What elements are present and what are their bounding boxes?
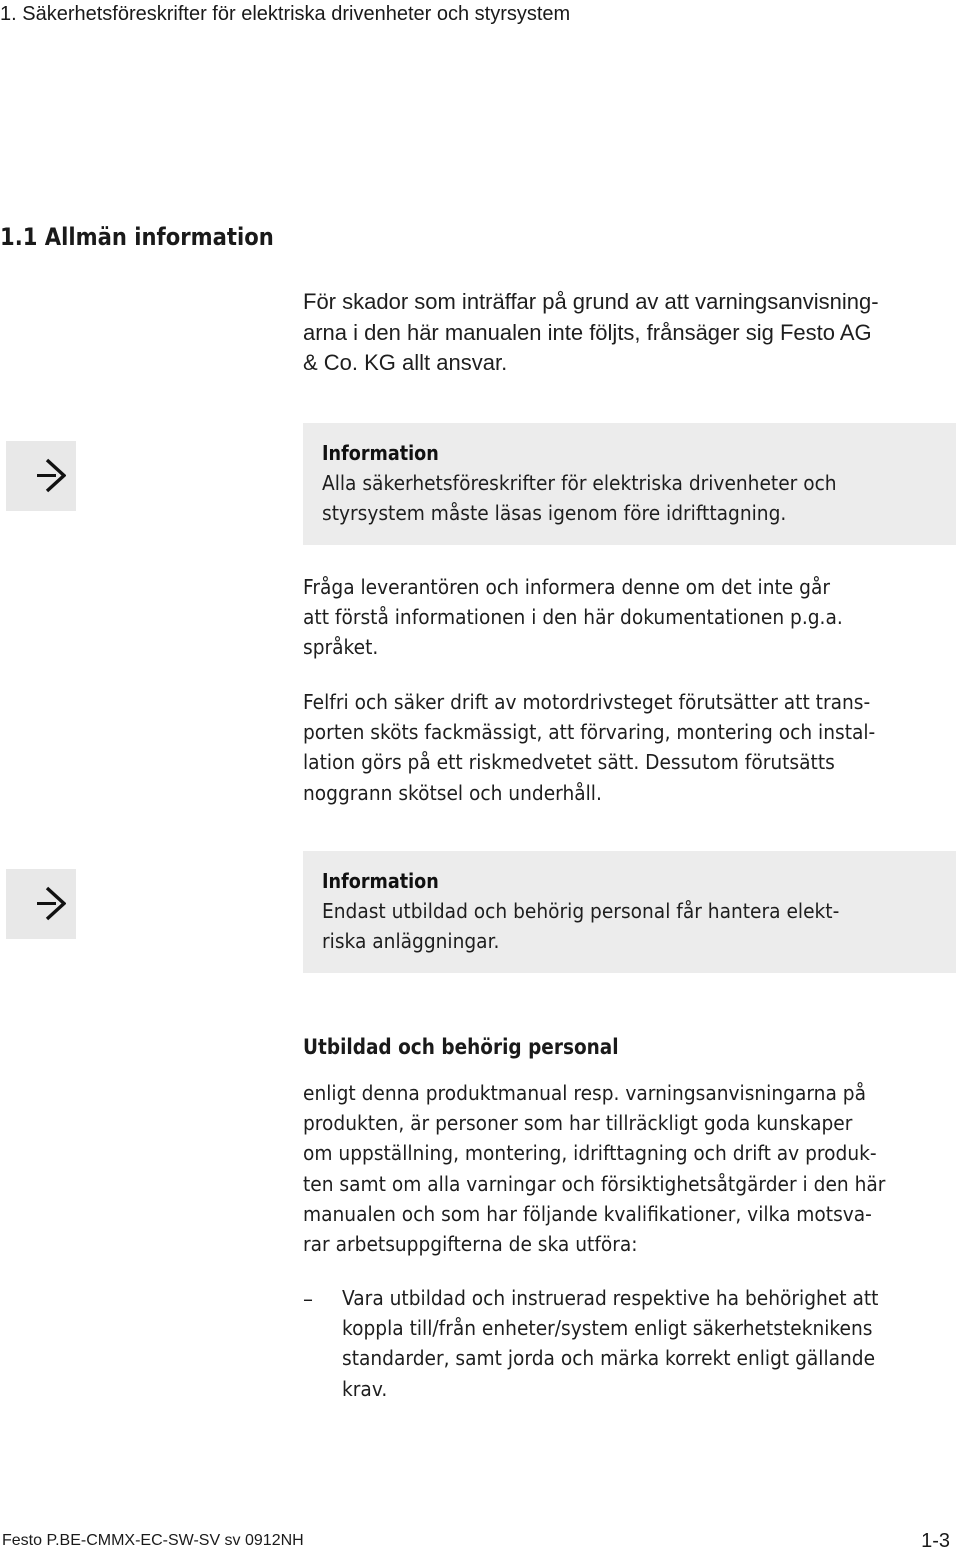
list-item-line: krav.: [342, 1376, 388, 1401]
info-box-line: Alla säkerhetsföreskrifter för elektriska drivenheter och: [322, 471, 837, 495]
list-bullet: –: [303, 1287, 313, 1311]
arrow-right-icon: [36, 458, 66, 494]
list-item: [342, 1283, 878, 1404]
paragraph-line: manualen och som har följande kvalifikationer, vilka motsva-: [303, 1201, 872, 1226]
intro-line: För skador som inträffar på grund av att varningsanvisning-: [303, 289, 879, 314]
paragraph-line: lation görs på ett riskmedvetet sätt. Dessutom förutsätts: [303, 750, 835, 775]
info-icon-box: [6, 869, 76, 939]
list-item-line: standarder, samt jorda och märka korrekt enligt gällande: [342, 1346, 876, 1371]
paragraph-line: ten samt om alla varningar och försiktighetsåtgärder i den här: [303, 1171, 886, 1196]
footer-doc-id: Festo P.BE-CMMX-EC-SW-SV sv 0912NH: [2, 1532, 304, 1549]
arrow-right-icon: [36, 886, 66, 922]
paragraph-line: Fråga leverantören och informera denne om det inte går: [303, 575, 831, 599]
info-box-title: Information: [322, 441, 439, 465]
info-box-text: [322, 468, 837, 528]
paragraph-ask-supplier: [303, 572, 843, 663]
intro-paragraph: [303, 287, 879, 379]
list-item-line: koppla till/från enheter/system enligt säkerhetsteknikens: [342, 1316, 873, 1341]
paragraph-line: språket.: [303, 635, 379, 660]
footer-page-number: 1-3: [921, 1530, 950, 1552]
info-box: [303, 423, 956, 545]
paragraph-line: Felfri och säker drift av motordrivsteget förutsätter att trans-: [303, 690, 871, 714]
info-box-text: [322, 896, 839, 956]
info-box-line: Endast utbildad och behörig personal får hantera elekt-: [322, 899, 840, 923]
qualified-personnel-heading: Utbildad och behörig personal: [303, 1035, 619, 1059]
info-box-line: styrsystem måste läsas igenom före idrifttagning.: [322, 501, 787, 526]
intro-line: arna i den här manualen inte följts, frånsäger sig Festo AG: [303, 319, 872, 345]
info-box-line: riska anläggningar.: [322, 929, 500, 954]
info-box: [303, 851, 956, 973]
paragraph-line: porten sköts fackmässigt, att förvaring, montering och instal-: [303, 720, 876, 745]
chapter-title: 1. Säkerhetsföreskrifter för elektriska drivenheter och styrsystem: [0, 3, 571, 25]
paragraph-line: noggrann skötsel och underhåll.: [303, 780, 602, 805]
info-icon-box: [6, 441, 76, 511]
paragraph-line: om uppställning, montering, idrifttagning och drift av produk-: [303, 1141, 877, 1166]
paragraph-line: produkten, är personer som har tillräckligt goda kunskaper: [303, 1111, 853, 1136]
info-box-title: Information: [322, 869, 439, 893]
section-title: 1.1 Allmän information: [0, 223, 274, 251]
paragraph-line: rar arbetsuppgifterna de ska utföra:: [303, 1232, 638, 1257]
qualified-personnel-paragraph: [303, 1078, 885, 1259]
paragraph-line: att förstå informationen i den här dokumentationen p.g.a.: [303, 605, 843, 630]
intro-line: & Co. KG allt ansvar.: [303, 350, 508, 375]
paragraph-line: enligt denna produktmanual resp. varningsanvisningarna på: [303, 1081, 866, 1105]
list-item-line: Vara utbildad och instruerad respektive ha behörighet att: [342, 1286, 879, 1310]
paragraph-safe-operation: [303, 687, 875, 808]
